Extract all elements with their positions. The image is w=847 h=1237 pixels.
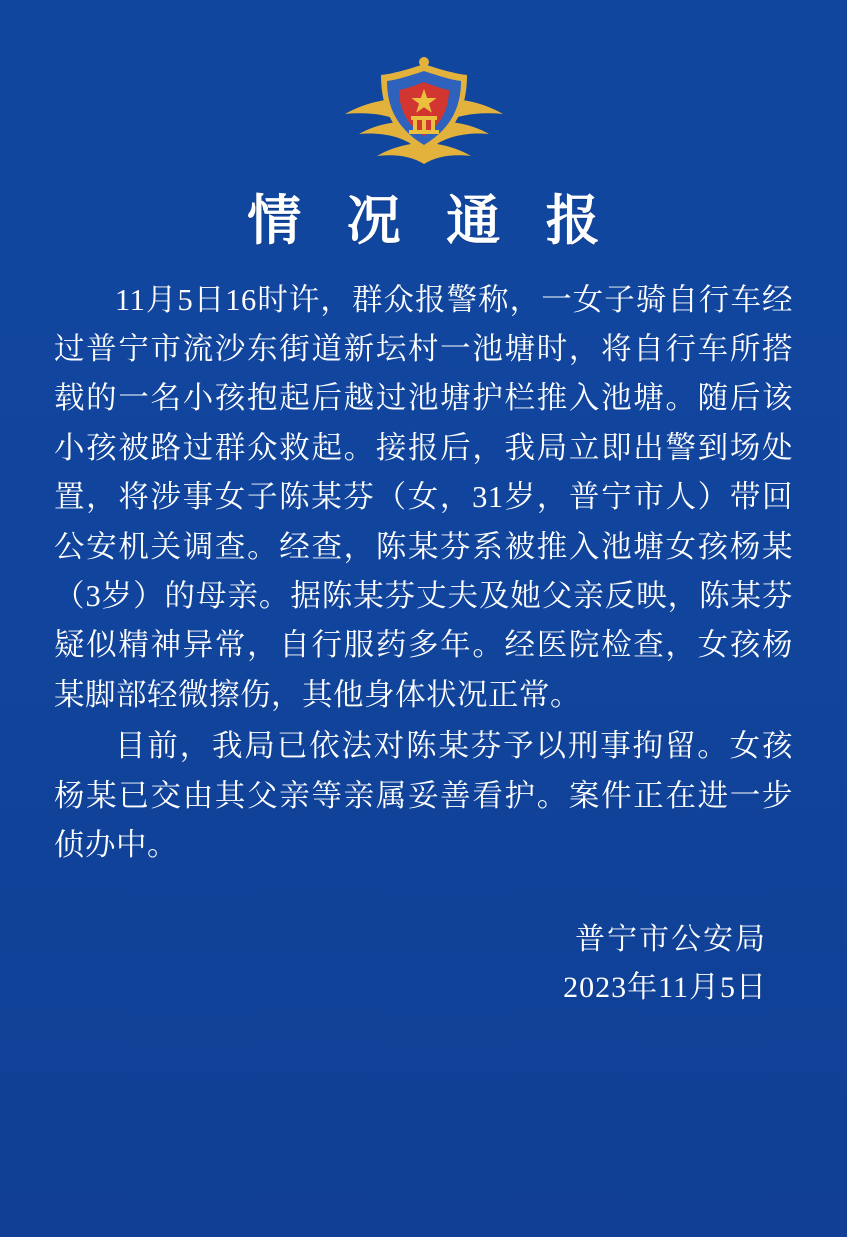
issue-date: 2023年11月5日 [563,971,767,1005]
notice-body [54,276,793,871]
body-paragraph-2: 目前，我局已依法对陈某芬予以刑事拘留。女孩杨某已交由其父亲等亲属妥善看护。案件正在进一步侦办中。 [54,729,793,862]
china-police-badge-icon [329,56,519,174]
signature-block [54,916,793,1012]
body-paragraph-1: 11月5日16时许，群众报警称，一女子骑自行车经过普宁市流沙东街道新坛村一池塘时，将自行车所搭载的一名小孩抱起后越过池塘护栏推入池塘。随后该小孩被路过群众救起。接报后，我局立即出警到场处置，将涉事女子陈某芬（女，31岁，普宁市人）带回公安机关调查。经查，陈某芬系被推入池塘女孩杨某（3岁）的母亲。据陈某芬丈夫及她父亲反映，陈某芬疑似精神异常，自行服药多年。经医院检查，女孩杨某脚部轻微擦伤，其他身体状况正常。 [54,282,793,712]
emblem-container [54,0,793,174]
issuer-name: 普宁市公安局 [575,923,767,957]
page-title: 情 况 通 报 [247,191,616,251]
